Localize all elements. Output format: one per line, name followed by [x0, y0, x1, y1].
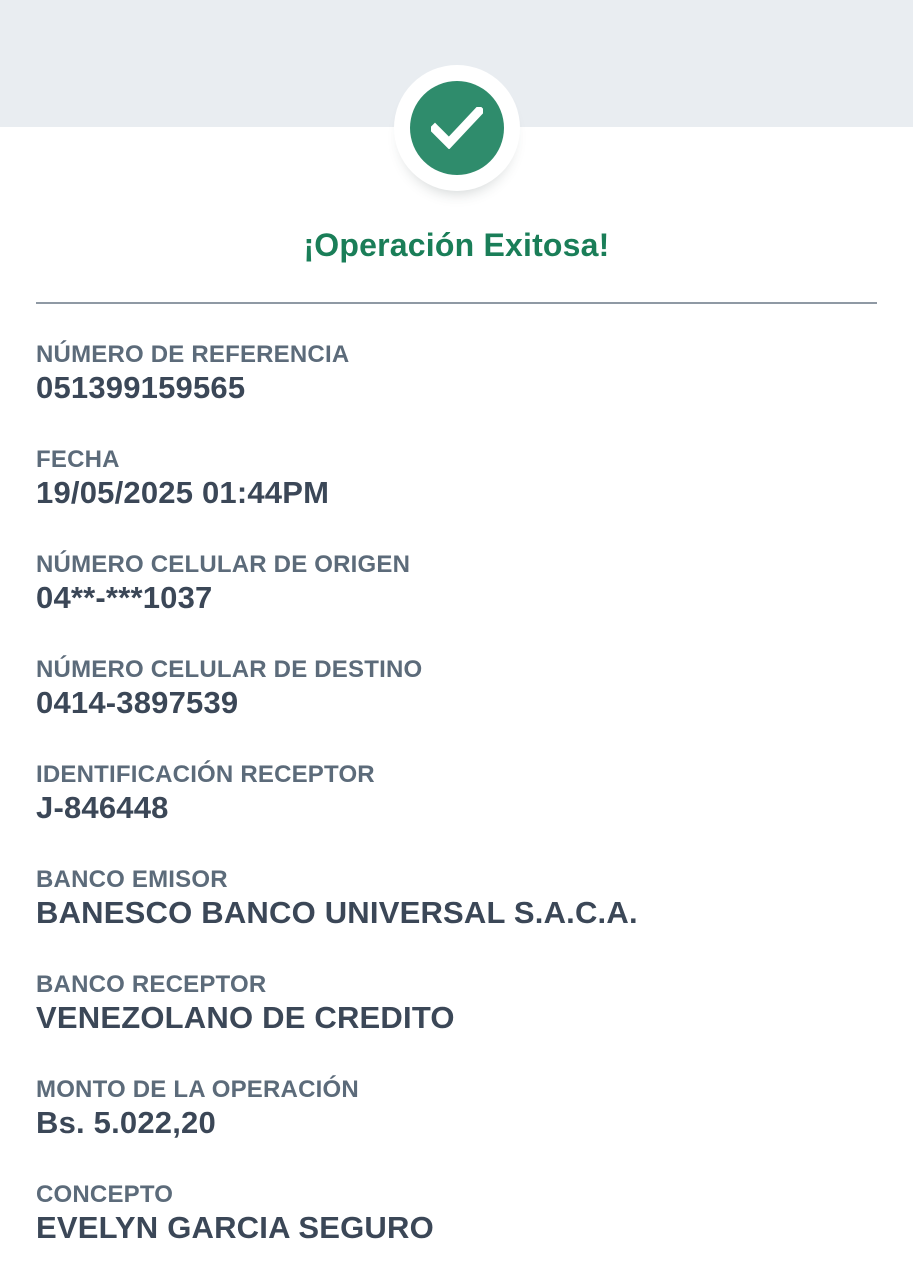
field-label: NÚMERO CELULAR DE ORIGEN [36, 551, 411, 578]
field-label: BANCO RECEPTOR [36, 971, 267, 998]
success-circle [410, 81, 504, 175]
field-label: BANCO EMISOR [36, 866, 228, 893]
field-label: MONTO DE LA OPERACIÓN [36, 1076, 359, 1103]
field-receiver-id [36, 760, 877, 826]
field-value: BANESCO BANCO UNIVERSAL S.A.C.A. [36, 895, 638, 930]
field-value: VENEZOLANO DE CREDITO [36, 1000, 455, 1035]
field-value: 19/05/2025 01:44PM [36, 475, 330, 510]
receipt-fields [0, 304, 913, 1246]
field-value: J-846448 [36, 790, 169, 825]
success-badge [394, 65, 520, 191]
field-value: EVELYN GARCIA SEGURO [36, 1210, 434, 1245]
field-concept [36, 1180, 877, 1246]
field-label: NÚMERO DE REFERENCIA [36, 341, 350, 368]
field-value: 04**-***1037 [36, 580, 213, 615]
field-amount [36, 1075, 877, 1141]
field-label: CONCEPTO [36, 1181, 174, 1208]
field-destination-phone [36, 655, 877, 721]
check-icon [431, 107, 483, 149]
field-value: Bs. 5.022,20 [36, 1105, 216, 1140]
field-value: 051399159565 [36, 370, 246, 405]
field-origin-phone [36, 550, 877, 616]
field-label: IDENTIFICACIÓN RECEPTOR [36, 761, 375, 788]
field-label: NÚMERO CELULAR DE DESTINO [36, 656, 423, 683]
page-title: ¡Operación Exitosa! [303, 227, 610, 263]
field-reference-number [36, 340, 877, 406]
field-receiving-bank [36, 970, 877, 1036]
field-value: 0414-3897539 [36, 685, 239, 720]
field-issuing-bank [36, 865, 877, 931]
field-date [36, 445, 877, 511]
field-label: FECHA [36, 446, 120, 473]
